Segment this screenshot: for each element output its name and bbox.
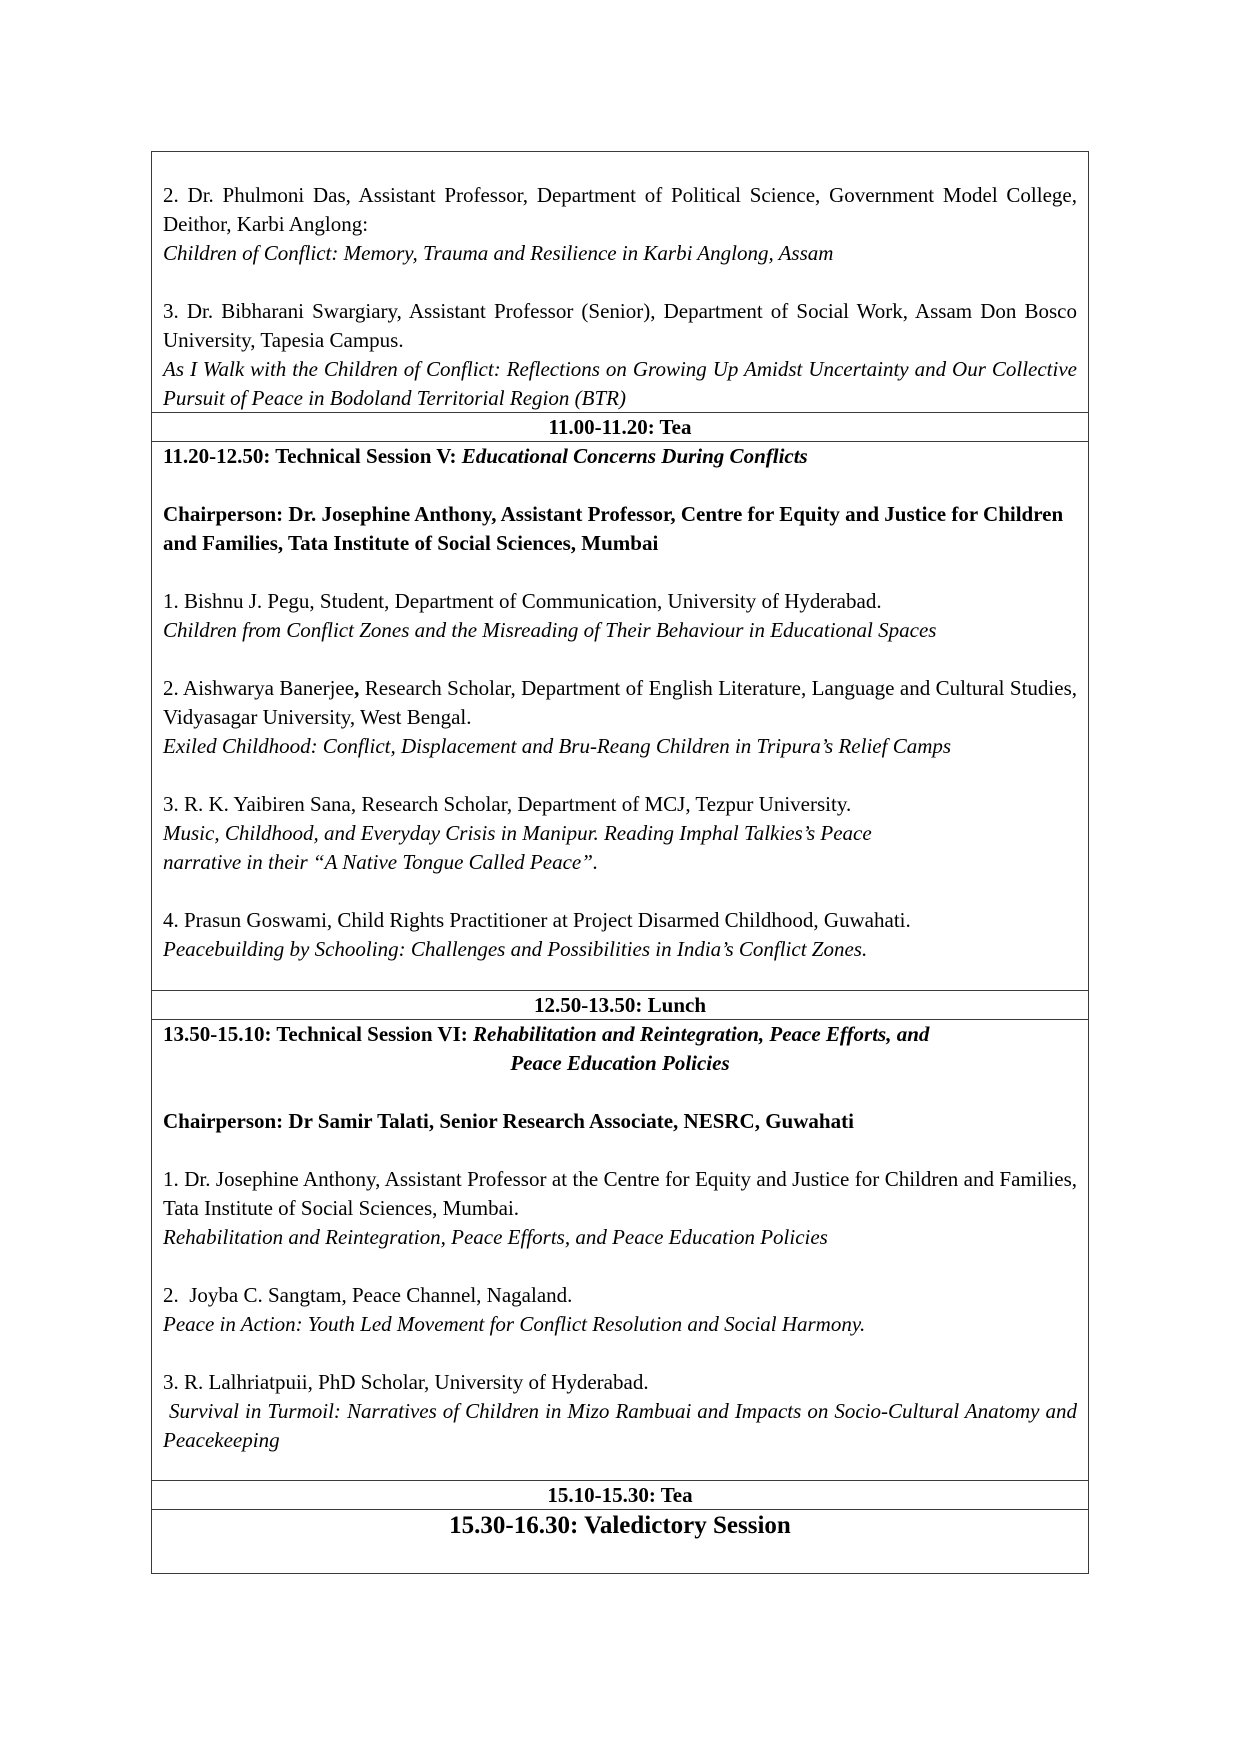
technical-session-v	[152, 441, 1088, 990]
paper-title: Survival in Turmoil: Narratives of Children in Mizo Rambuai and Impacts on Socio-Cultural Anatomy and Peacekeeping	[163, 1399, 1083, 1452]
paper-title: Peace in Action: Youth Led Movement for Conflict Resolution and Social Harmony.	[163, 1312, 866, 1336]
presentation-item	[163, 906, 1077, 964]
previous-session-continuation	[152, 152, 1088, 412]
session-theme-line-2: Peace Education Policies	[510, 1051, 730, 1075]
speaker-affiliation	[163, 674, 1077, 732]
speaker-affiliation: 3. R. K. Yaibiren Sana, Research Scholar, Department of MCJ, Tezpur University.	[163, 792, 852, 816]
presentation-item	[163, 1281, 1077, 1339]
session-time-title: 11.20-12.50: Technical Session V:	[163, 444, 462, 468]
speaker-affiliation: 1. Bishnu J. Pegu, Student, Department of Communication, University of Hyderabad.	[163, 589, 882, 613]
session-chairperson: Chairperson: Dr. Josephine Anthony, Assistant Professor, Centre for Equity and Justice for Children and Families, Tata Institute of Social Sciences, Mumbai	[163, 502, 1064, 555]
session-theme: Educational Concerns During Conflicts	[461, 444, 808, 468]
paper-title-line-2: narrative in their “A Native Tongue Called Peace”.	[163, 850, 599, 874]
session-heading	[163, 442, 1077, 471]
technical-session-vi	[152, 1019, 1088, 1480]
speaker-affiliation: 3. R. Lalhriatpuii, PhD Scholar, University of Hyderabad.	[163, 1370, 649, 1394]
presentation-item	[163, 790, 1077, 877]
presentation-item	[163, 674, 1077, 761]
speaker-affiliation: 1. Dr. Josephine Anthony, Assistant Professor at the Centre for Equity and Justice for Children and Families, Tata Institute of Social Sciences, Mumbai.	[163, 1167, 1077, 1220]
paper-title-line-1: Music, Childhood, and Everyday Crisis in Manipur. Reading Imphal Talkies’s Peace	[163, 821, 872, 845]
presentation-item	[163, 181, 1077, 268]
programme-schedule-table	[151, 151, 1089, 1574]
lunch-break-row: 12.50-13.50: Lunch	[152, 990, 1088, 1019]
speaker-affiliation: 3. Dr. Bibharani Swargiary, Assistant Professor (Senior), Department of Social Work, Assam Don Bosco University, Tapesia Campus.	[163, 299, 1077, 352]
paper-title: Peacebuilding by Schooling: Challenges and Possibilities in India’s Conflict Zones.	[163, 937, 868, 961]
session-chairperson: Chairperson: Dr Samir Talati, Senior Research Associate, NESRC, Guwahati	[163, 1109, 854, 1133]
speaker-comma: ,	[354, 676, 360, 700]
speaker-affiliation: 4. Prasun Goswami, Child Rights Practitioner at Project Disarmed Childhood, Guwahati.	[163, 908, 911, 932]
presentation-item	[163, 297, 1077, 413]
presentation-item	[163, 1165, 1077, 1252]
tea-break-row: 11.00-11.20: Tea	[152, 412, 1088, 441]
speaker-name: 2. Aishwarya Banerjee	[163, 676, 355, 700]
paper-title: Rehabilitation and Reintegration, Peace Efforts, and Peace Education Policies	[163, 1225, 828, 1249]
presentation-item	[163, 1368, 1083, 1455]
valedictory-session-row: 15.30-16.30: Valedictory Session	[152, 1509, 1088, 1573]
presentation-item	[163, 587, 1077, 645]
speaker-affiliation: 2. Dr. Phulmoni Das, Assistant Professor, Department of Political Science, Government Model College, Deithor, Karbi Anglong:	[163, 183, 1077, 236]
paper-title: Children from Conflict Zones and the Misreading of Their Behaviour in Educational Spaces	[163, 618, 937, 642]
session-theme-line-1: Rehabilitation and Reintegration, Peace Efforts, and	[473, 1022, 930, 1046]
paper-title: As I Walk with the Children of Conflict: Reflections on Growing Up Amidst Uncertainty and Our Collective Pursuit of Peace in Bodoland Territorial Region (BTR)	[163, 357, 1077, 410]
paper-title: Children of Conflict: Memory, Trauma and Resilience in Karbi Anglong, Assam	[163, 241, 834, 265]
session-heading	[163, 1020, 1077, 1049]
session-time-title: 13.50-15.10: Technical Session VI:	[163, 1022, 473, 1046]
speaker-details: Research Scholar, Department of English Literature, Language and Cultural Studies, Vidyasagar University, West Bengal.	[163, 676, 1078, 729]
speaker-affiliation: 2. Joyba C. Sangtam, Peace Channel, Nagaland.	[163, 1283, 573, 1307]
tea-break-row: 15.10-15.30: Tea	[152, 1480, 1088, 1509]
paper-title: Exiled Childhood: Conflict, Displacement and Bru-Reang Children in Tripura’s Relief Camps	[163, 734, 952, 758]
